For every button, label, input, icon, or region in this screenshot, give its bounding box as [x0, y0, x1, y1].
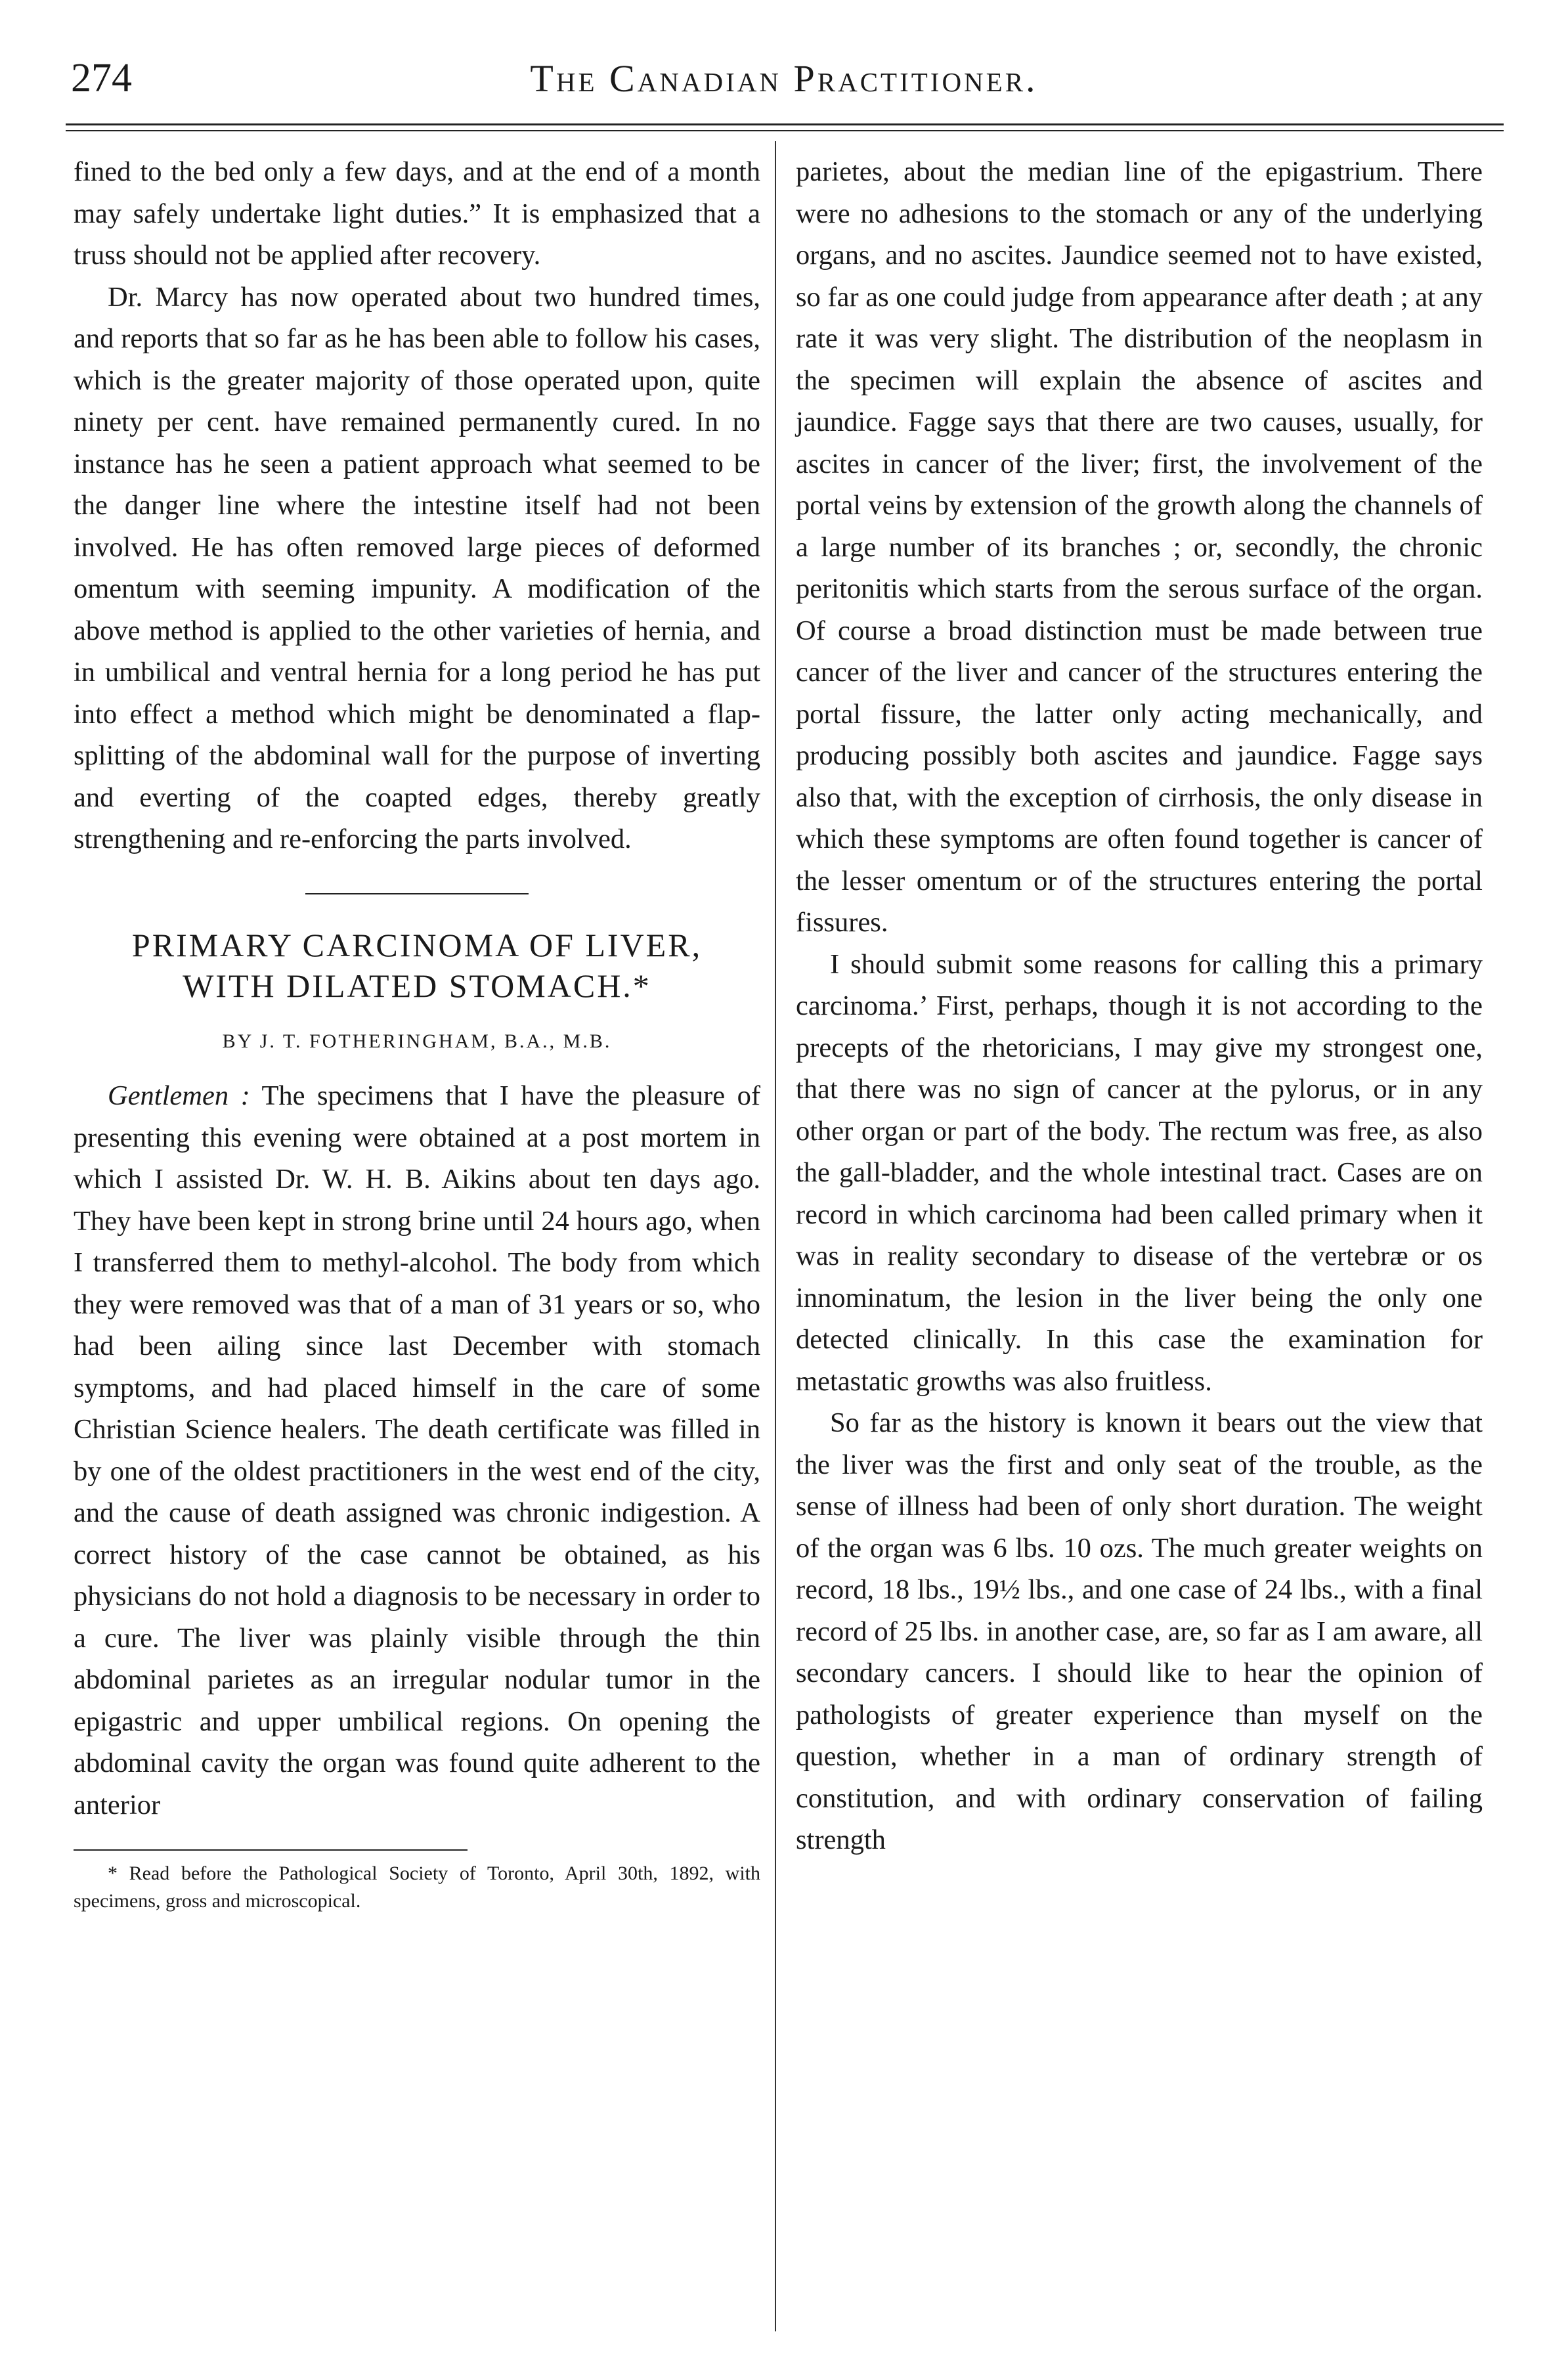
- salutation: Gentlemen :: [108, 1080, 250, 1111]
- page-header: [71, 45, 1497, 117]
- paragraph: fined to the bed only a few days, and at the end of a month may safely undertake light duties.” It is emphasized that a truss should not be applied after recovery.: [74, 156, 760, 271]
- paragraph-body: The specimens that I have the pleasure of presenting this evening were obtained at a post mortem in which I assisted Dr. W. H. B. Aikins about ten days ago. They have been kept in strong brine until 24 hours ago, when I transferred them to methyl-alcohol. The body from which they were removed was that of a man of 31 years or so, who had been ailing since last December with stomach symptoms, and had placed himself in the care of some Christian Science healers. The death certificate was filled in by one of the oldest practitioners in the west end of the city, and the cause of death assigned was chronic indigestion. A correct history of the case cannot be obtained, as his physicians do not hold a diagnosis to be necessary in order to a cure. The liver was plainly visible through the thin abdominal parietes as an irregular nodular tumor in the epigastric and upper umbilical regions. On opening the abdominal cavity the organ was found quite adherent to the anterior: [74, 1080, 760, 1820]
- page-number: 274: [71, 56, 132, 100]
- running-title: The Canadian Practitioner.: [530, 57, 1038, 100]
- author-byline: BY J. T. FOTHERINGHAM, B.A., M.B.: [222, 1030, 612, 1052]
- left-column: [74, 151, 760, 1915]
- right-column: [796, 151, 1483, 1861]
- paragraph: [74, 1075, 760, 1826]
- paragraph: So far as the history is known it bears out the view that the liver was the first and only seat of the trouble, as the sense of illness had been of only short duration. The weight of the organ was 6 lbs. 10 ozs. The much greater weights on record, 18 lbs., 19½ lbs., and one case of 24 lbs., with a final record of 25 lbs. in another case, are, so far as I am aware, all secondary cancers. I should like to hear the opinion of pathologists of greater experience than myself on the question, whether in a man of ordinary strength of constitution, and with ordinary conservation of failing strength: [796, 1407, 1483, 1855]
- paragraph: parietes, about the median line of the epigastrium. There were no adhesions to the stomach or any of the underlying organs, and no ascites. Jaundice seemed not to have existed, so far as one could judge from appearance after death ; at any rate it was very slight. The distribution of the neoplasm in the specimen will explain the absence of ascites and jaundice. Fagge says that there are two causes, usually, for ascites in cancer of the liver; first, the involvement of the portal veins by extension of the growth along the channels of a large number of its branches ; or, secondly, the chronic peritonitis which starts from the serous surface of the organ. Of course a broad distinction must be made between true cancer of the liver and cancer of the structures entering the portal fissure, the latter only acting mechanically, and producing possibly both ascites and jaundice. Fagge says also that, with the exception of cirrhosis, the only disease in which these symptoms are often found together is cancer of the lesser omentum or of the structures entering the portal fissures.: [796, 156, 1483, 938]
- footnote-rule: [74, 1849, 468, 1851]
- column-divider: [775, 141, 776, 2331]
- paragraph: Dr. Marcy has now operated about two hundred times, and reports that so far as he has been able to follow his cases, which is the greater majority of those operated upon, quite ninety per cent. have remained permanently cured. In no instance has he seen a patient approach what seemed to be the danger line where the intestine itself had not been involved. He has often removed large pieces of deformed omentum with seeming impunity. A modification of the above method is applied to the other varieties of hernia, and in umbilical and ventral hernia for a long period he has put into effect a method which might be denominated a flap-splitting of the abdominal wall for the purpose of inverting and everting of the coapted edges, thereby greatly strengthening and re-enforcing the parts involved.: [74, 281, 760, 854]
- paragraph: I should submit some reasons for calling this a primary carcinoma.’ First, perhaps, though it is not according to the precepts of the rhetoricians, I may give my strongest one, that there was no sign of cancer at the pylorus, or in any other organ or part of the body. The rectum was free, as also the gall-bladder, and the whole intestinal tract. Cases are on record in which carcinoma had been called primary when it was in reality secondary to disease of the vertebræ or os innominatum, the lesion in the liver being the only one detected clinically. In this case the examination for metastatic growths was also fruitless.: [796, 948, 1483, 1397]
- footnote: * Read before the Pathological Society of Toronto, April 30th, 1892, with specimens, gross and microscopical.: [74, 1862, 760, 1912]
- header-rule-secondary: [66, 130, 1504, 131]
- section-divider: [305, 893, 529, 894]
- article-title-line-1: PRIMARY CARCINOMA OF LIVER,: [131, 926, 703, 963]
- header-rule: [66, 123, 1504, 125]
- article-title-line-2: WITH DILATED STOMACH.*: [183, 967, 651, 1004]
